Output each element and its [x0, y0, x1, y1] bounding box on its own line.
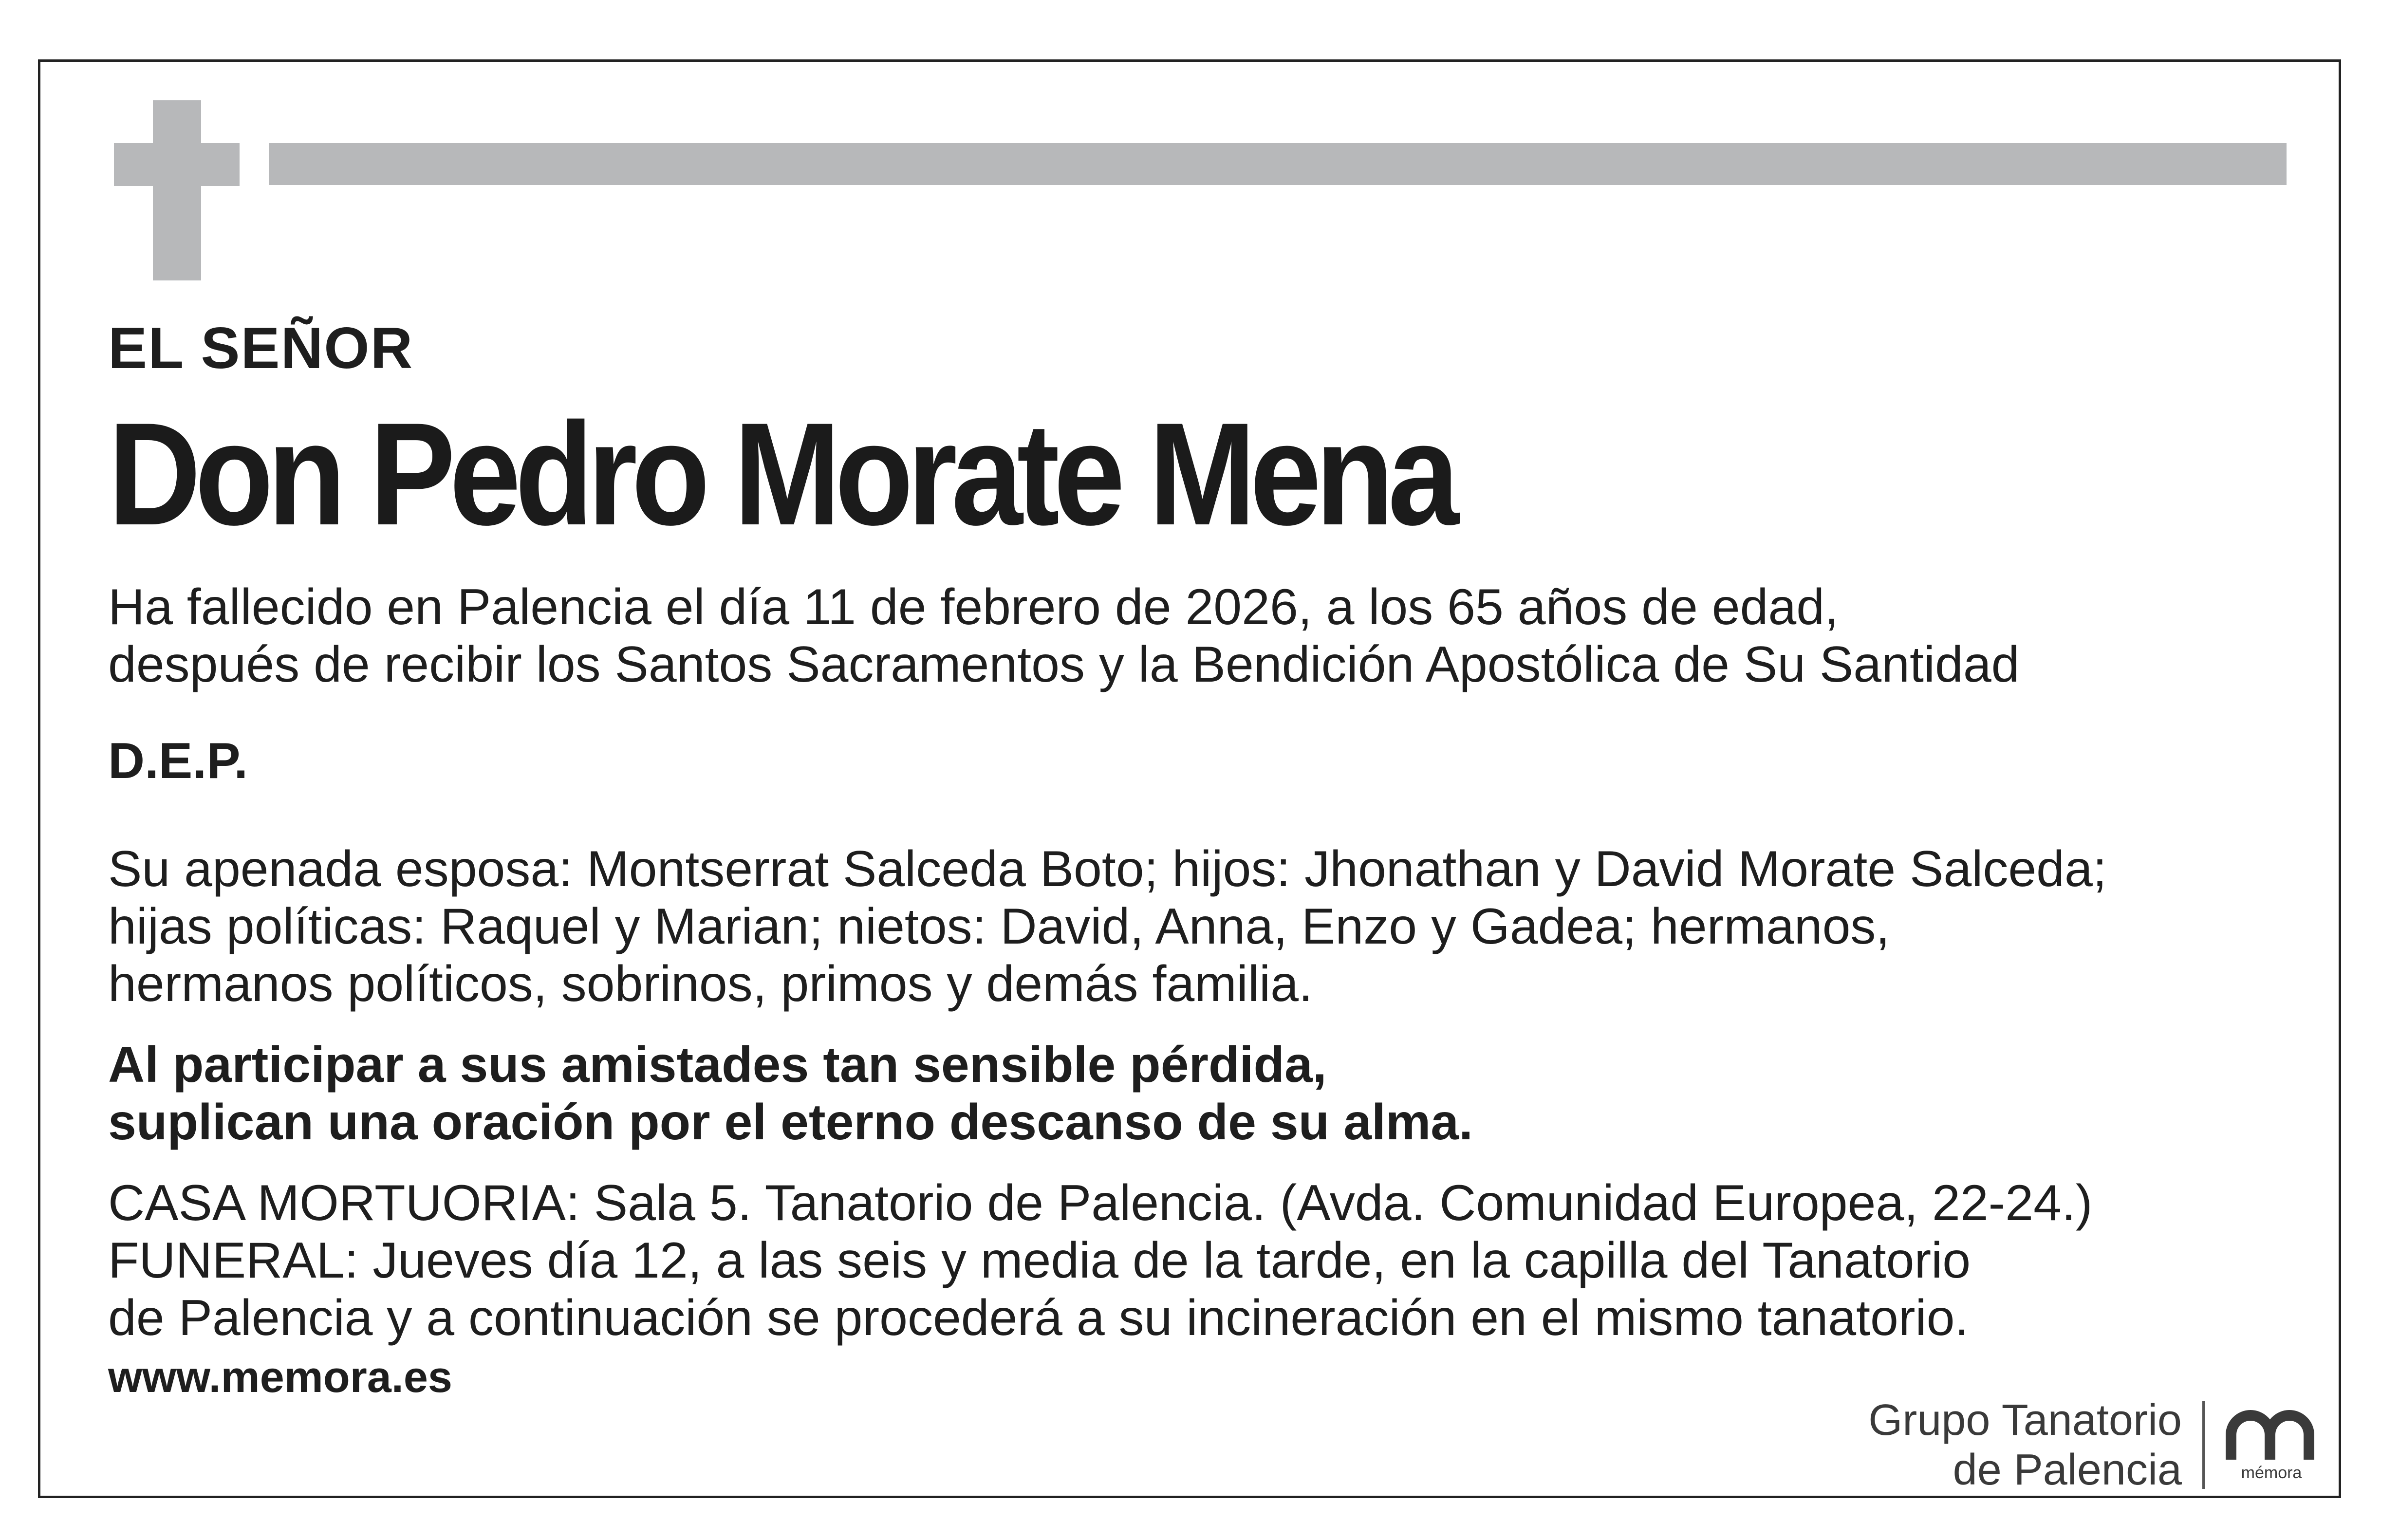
logo-divider: [2202, 1401, 2205, 1489]
arrangement-line: FUNERAL: Jueves día 12, a las seis y media de la tarde, en la capilla del Tanatorio: [108, 1232, 1971, 1289]
arrangement-line: CASA MORTUORIA: Sala 5. Tanatorio de Palencia. (Avda. Comunidad Europea, 22-24.): [108, 1175, 2093, 1231]
logo-line: de Palencia: [1953, 1446, 2182, 1494]
deceased-name: Don Pedro Morate Mena: [108, 392, 1453, 556]
memora-logo: [2225, 1408, 2318, 1482]
cross-vertical-bar: [153, 100, 201, 280]
cross-horizontal-bar: [114, 143, 240, 186]
funeral-arrangements: [108, 1174, 2309, 1347]
death-line: después de recibir los Santos Sacramentos y la Bendición Apostólica de Su Santidad: [108, 636, 2020, 693]
website-link[interactable]: www.memora.es: [108, 1353, 452, 1402]
arrangement-line: de Palencia y a continuación se procederá a su incineración en el mismo tanatorio.: [108, 1290, 1969, 1346]
header-rule: [269, 143, 2287, 185]
logo-text: [1868, 1395, 2182, 1495]
dep-label: D.E.P.: [108, 733, 248, 789]
honorific: EL SEÑOR: [108, 315, 414, 381]
prayer-request: [108, 1036, 2309, 1151]
family-line: hijas políticas: Raquel y Marian; nietos: David, Anna, Enzo y Gadea; hermanos,: [108, 898, 1890, 955]
family-list: [108, 840, 2309, 1013]
memora-label: mémora: [2241, 1464, 2302, 1482]
family-line: hermanos políticos, sobrinos, primos y demás familia.: [108, 956, 1313, 1012]
logo-line: Grupo Tanatorio: [1868, 1396, 2182, 1445]
notice-content: [108, 312, 2309, 1404]
request-line: Al participar a sus amistades tan sensible pérdida,: [108, 1037, 1327, 1093]
family-line: Su apenada esposa: Montserrat Salceda Boto; hijos: Jhonathan y David Morate Salceda;: [108, 841, 2107, 897]
death-announcement: [108, 578, 2309, 693]
request-line: suplican una oración por el eterno descanso de su alma.: [108, 1094, 1473, 1150]
memora-m-icon: [2225, 1408, 2318, 1462]
funeral-home-logo: [1868, 1396, 2318, 1494]
death-line: Ha fallecido en Palencia el día 11 de febrero de 2026, a los 65 años de edad,: [108, 579, 1839, 635]
